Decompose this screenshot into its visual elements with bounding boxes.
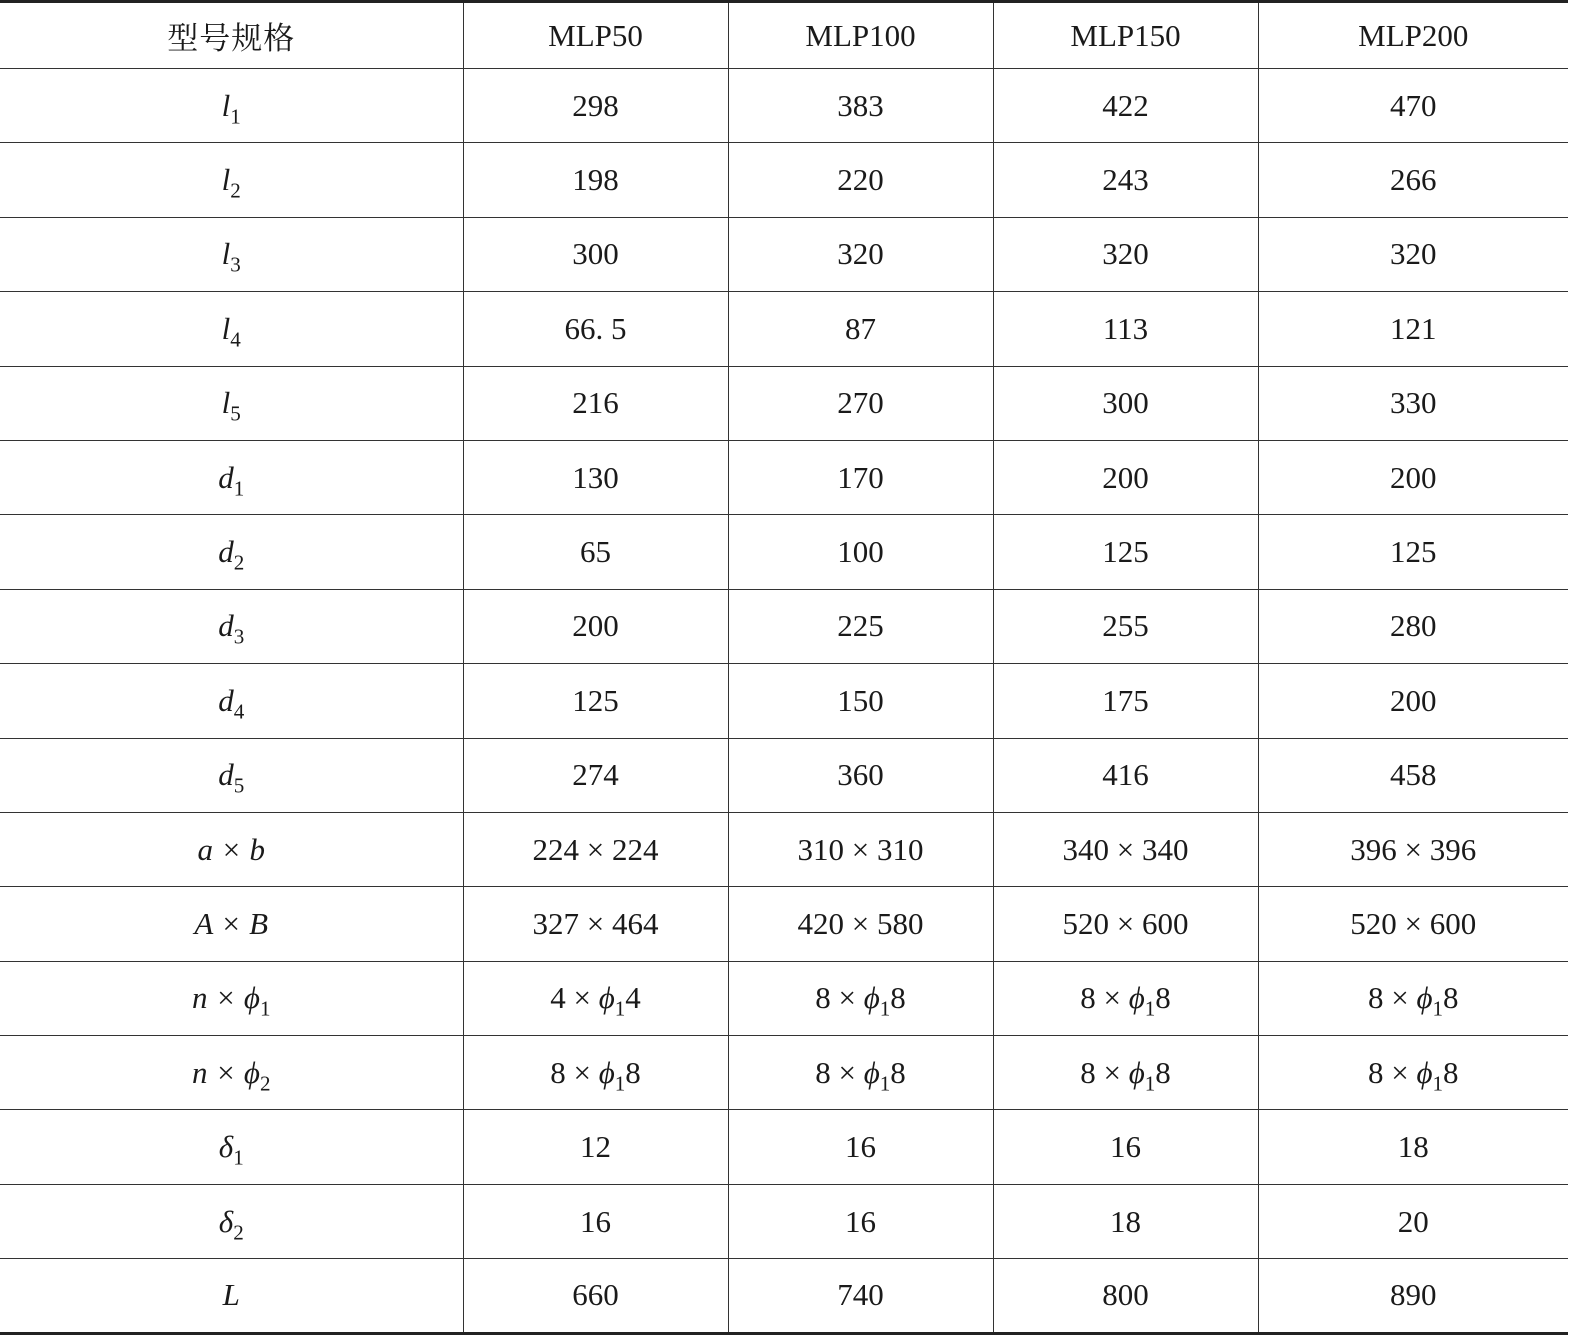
table-row [0,1110,1568,1184]
phi-symbol: ϕ [598,980,615,1016]
param-symbol: δ [218,1203,234,1239]
value-cell: 200 [993,440,1258,514]
value-count: 8 × [815,1054,864,1090]
value-cell: 520 × 600 [1258,887,1568,961]
param-symbol: δ [218,1129,234,1165]
phi-subscript: 1 [1432,996,1444,1021]
value-cell: 16 [728,1184,993,1258]
param-subscript: 5 [233,773,245,798]
value-cell: 125 [993,515,1258,589]
value-cell: 383 [728,69,993,143]
value-count: 8 × [815,980,864,1016]
value-cell [728,961,993,1035]
param-subscript: 2 [233,550,245,575]
param-subscript: 2 [233,1219,244,1244]
param-subscript: 1 [233,476,245,501]
param-symbol: n × ϕ [191,980,260,1016]
value-cell: 150 [728,664,993,738]
phi-symbol: ϕ [598,1054,615,1090]
table-row [0,515,1568,589]
param-symbol: L [222,1277,240,1313]
table-row [0,1036,1568,1110]
param-label [0,887,463,961]
value-cell: 320 [993,217,1258,291]
value-cell: 470 [1258,69,1568,143]
param-symbol: A × B [194,905,269,941]
phi-symbol: ϕ [863,1054,880,1090]
phi-subscript: 1 [614,1071,626,1096]
value-cell: 330 [1258,366,1568,440]
value-cell: 66. 5 [463,292,728,366]
param-subscript: 4 [230,327,241,352]
value-cell: 243 [993,143,1258,217]
param-label [0,664,463,738]
value-cell: 300 [993,366,1258,440]
param-symbol: a × b [197,831,265,867]
value-cell: 125 [463,664,728,738]
table-row [0,1259,1568,1333]
phi-subscript: 1 [879,1071,891,1096]
value-cell [993,1036,1258,1110]
value-cell: 320 [728,217,993,291]
header-mlp150: MLP150 [993,2,1258,69]
value-cell: 274 [463,738,728,812]
phi-subscript: 1 [1144,1071,1156,1096]
param-symbol: d [218,459,234,495]
param-label [0,143,463,217]
value-cell: 200 [463,589,728,663]
value-cell: 458 [1258,738,1568,812]
param-label [0,69,463,143]
value-count: 8 × [1080,1054,1129,1090]
value-digit: 8 [1155,980,1171,1016]
value-cell: 800 [993,1259,1258,1333]
param-label [0,366,463,440]
table-row [0,589,1568,663]
param-label [0,440,463,514]
table-row [0,1184,1568,1258]
value-cell: 198 [463,143,728,217]
value-cell: 890 [1258,1259,1568,1333]
value-cell: 340 × 340 [993,812,1258,886]
param-label [0,961,463,1035]
value-cell: 130 [463,440,728,514]
value-count: 8 × [1080,980,1129,1016]
param-subscript: 1 [230,104,241,129]
param-subscript: 4 [233,699,245,724]
value-cell: 18 [993,1184,1258,1258]
value-cell: 255 [993,589,1258,663]
value-cell: 266 [1258,143,1568,217]
value-cell: 16 [463,1184,728,1258]
value-cell [993,961,1258,1035]
phi-symbol: ϕ [1416,980,1433,1016]
param-symbol: d [218,608,234,644]
param-label [0,292,463,366]
value-cell: 360 [728,738,993,812]
param-subscript: 2 [230,178,241,203]
param-label [0,1184,463,1258]
value-digit: 8 [890,980,906,1016]
value-cell: 200 [1258,664,1568,738]
header-row [0,2,1568,69]
param-symbol: l [221,385,231,421]
param-symbol: l [221,236,231,272]
phi-subscript: 1 [1432,1071,1444,1096]
table-row [0,961,1568,1035]
value-digit: 4 [625,980,641,1016]
value-count: 8 × [1367,980,1417,1016]
value-cell: 12 [463,1110,728,1184]
param-label [0,738,463,812]
param-label [0,1259,463,1333]
value-cell: 121 [1258,292,1568,366]
phi-symbol: ϕ [1416,1054,1433,1090]
param-symbol: d [218,534,234,570]
value-cell [1258,961,1568,1035]
header-mlp100: MLP100 [728,2,993,69]
param-subscript: 3 [230,252,241,277]
value-cell: 87 [728,292,993,366]
value-cell: 16 [993,1110,1258,1184]
table-row [0,664,1568,738]
value-cell: 175 [993,664,1258,738]
spec-table-body [0,69,1568,1334]
phi-symbol: ϕ [863,980,880,1016]
value-cell: 225 [728,589,993,663]
phi-subscript: 1 [614,996,626,1021]
value-cell [1258,1036,1568,1110]
param-subscript: 1 [259,996,271,1021]
value-cell: 65 [463,515,728,589]
value-cell: 320 [1258,217,1568,291]
value-cell: 396 × 396 [1258,812,1568,886]
param-subscript: 2 [259,1071,271,1096]
value-cell: 520 × 600 [993,887,1258,961]
header-mlp200: MLP200 [1258,2,1568,69]
value-cell: 20 [1258,1184,1568,1258]
value-cell: 298 [463,69,728,143]
value-cell: 125 [1258,515,1568,589]
table-row [0,143,1568,217]
value-cell: 310 × 310 [728,812,993,886]
param-subscript: 1 [233,1145,244,1170]
value-cell: 224 × 224 [463,812,728,886]
value-cell [463,1036,728,1110]
value-cell [463,961,728,1035]
value-cell: 300 [463,217,728,291]
phi-subscript: 1 [1144,996,1156,1021]
value-cell: 113 [993,292,1258,366]
value-cell: 280 [1258,589,1568,663]
table-row [0,812,1568,886]
param-symbol: d [218,682,234,718]
value-cell: 270 [728,366,993,440]
phi-subscript: 1 [879,996,891,1021]
value-cell: 170 [728,440,993,514]
value-cell: 216 [463,366,728,440]
param-symbol: n × ϕ [191,1054,260,1090]
param-label [0,589,463,663]
header-model-spec: 型号规格 [0,2,463,69]
value-cell: 327 × 464 [463,887,728,961]
value-digit: 8 [1443,1054,1459,1090]
value-cell: 200 [1258,440,1568,514]
value-count: 4 × [550,980,599,1016]
param-symbol: d [218,757,234,793]
value-digit: 8 [625,1054,641,1090]
value-cell: 660 [463,1259,728,1333]
param-label [0,217,463,291]
value-cell [728,1036,993,1110]
param-label [0,515,463,589]
value-cell: 18 [1258,1110,1568,1184]
param-symbol: l [221,162,231,198]
value-cell: 16 [728,1110,993,1184]
param-symbol: l [221,310,231,346]
table-row [0,366,1568,440]
header-mlp50: MLP50 [463,2,728,69]
value-cell: 422 [993,69,1258,143]
table-row [0,887,1568,961]
value-digit: 8 [1443,980,1459,1016]
value-cell: 416 [993,738,1258,812]
value-cell: 740 [728,1259,993,1333]
param-label [0,812,463,886]
value-cell: 100 [728,515,993,589]
value-count: 8 × [1367,1054,1417,1090]
param-label [0,1110,463,1184]
table-row [0,738,1568,812]
param-subscript: 3 [233,624,245,649]
table-row [0,69,1568,143]
param-symbol: l [221,87,231,123]
table-row [0,217,1568,291]
phi-symbol: ϕ [1128,1054,1145,1090]
value-digit: 8 [890,1054,906,1090]
value-digit: 8 [1155,1054,1171,1090]
value-cell: 420 × 580 [728,887,993,961]
param-label [0,1036,463,1110]
table-row [0,440,1568,514]
param-subscript: 5 [230,401,241,426]
table-row [0,292,1568,366]
value-count: 8 × [550,1054,599,1090]
phi-symbol: ϕ [1128,980,1145,1016]
value-cell: 220 [728,143,993,217]
